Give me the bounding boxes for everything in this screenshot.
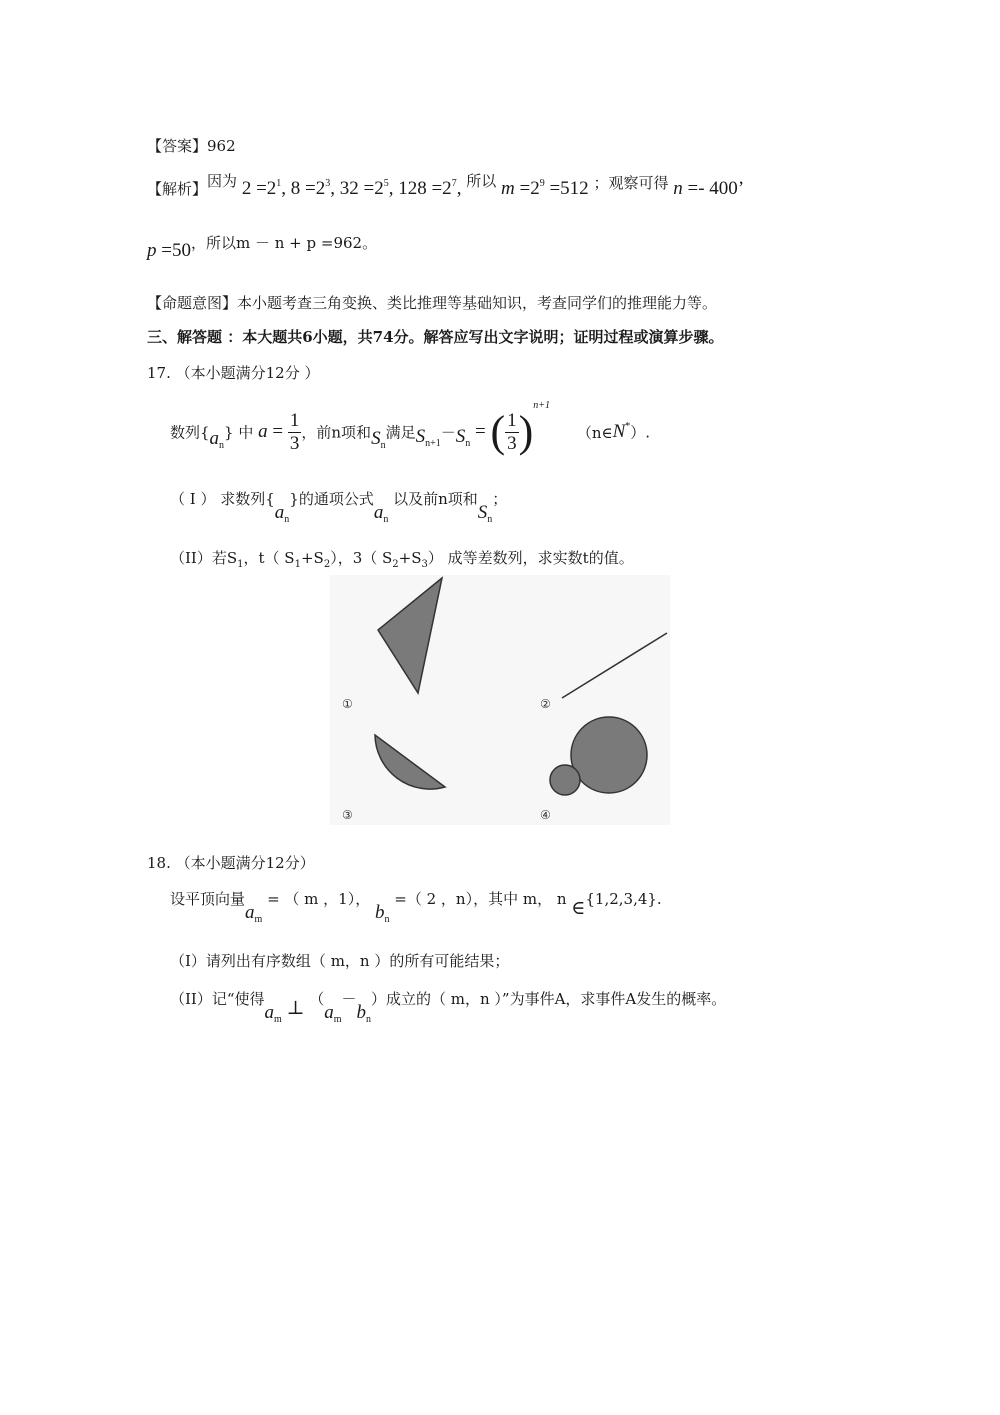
q17-cond: （n∈ — [576, 423, 613, 442]
q17-power-fraction: $\frac{1}{3}$ — [507, 409, 517, 454]
q17-text-d: 满足 — [385, 423, 416, 442]
figure-label-3: ③ — [342, 808, 353, 822]
figure-label-2: ② — [540, 697, 551, 711]
q17-statement — [170, 400, 650, 462]
q17-a-n: $a_n$ — [209, 428, 225, 451]
analysis-line-2 — [147, 232, 377, 262]
analysis-label: 【解析】 — [147, 180, 208, 198]
small-circle-shape — [550, 765, 580, 795]
q18-text-a: 设平顶向量 — [170, 890, 246, 908]
q17-part2: （II）若$S_1$，t（ $S_1+S_2$），3（ $S_2+S_3$） 成等差数列，求实数t的值。 — [170, 549, 634, 570]
answer-value: 962 — [207, 137, 236, 155]
q18-perp: ⊥ — [281, 998, 310, 1019]
q17-S-n: $S_n$ — [371, 428, 386, 451]
q17-power-exp: n+1 — [533, 400, 551, 411]
q18-p2-minus: － — [341, 990, 357, 1008]
q17-fraction-one-third: $\frac{1}{3}$ — [289, 409, 300, 454]
q18-p2-open: （ — [309, 990, 325, 1008]
figure-label-4: ④ — [540, 808, 551, 822]
eq-power-3: , $32 =2^5$ — [330, 178, 389, 199]
intent-text: 本小题考查三角变换、类比推理等基础知识，考查同学们的推理能力等。 — [237, 294, 718, 312]
q18-text-c: =（ 2 ，n），其中 m， n — [389, 890, 567, 908]
q17-N-star: N* — [612, 421, 631, 442]
q17-text-b: } 中 — [224, 423, 254, 442]
shapes-figure — [330, 575, 670, 825]
q17-S-n1: $S_{n+1}$ — [415, 426, 441, 449]
p-tail: ， — [190, 234, 206, 252]
eq-power-2: , $8 =2^3$ — [281, 178, 331, 199]
q18-header: 18. （本小题满分12分） — [147, 854, 315, 872]
q17-part1-an2: $a_n$ — [373, 502, 389, 525]
q18-set: {1,2,3,4}. — [585, 890, 662, 908]
q17-a1: a = — [258, 421, 284, 442]
eq-power-1: $2 =2^1$ — [241, 178, 282, 199]
q17-text-c: ，前n项和 — [301, 423, 372, 442]
q18-p2-bn: $b_n$ — [356, 1002, 371, 1025]
so-text: 所以 — [466, 172, 497, 190]
p-equation: p =50 — [147, 240, 191, 261]
intent-line — [147, 292, 717, 313]
q18-part1: （I）请列出有序数组（ m，n ）的所有可能结果； — [170, 952, 510, 970]
large-circle-shape — [571, 717, 647, 793]
q17-paren-open: ( — [490, 407, 506, 456]
q17-S-n2: $S_n$ — [455, 426, 471, 449]
q18-p2-am: $a_m$ — [264, 1002, 282, 1025]
answer-label: 【答案】 — [147, 137, 208, 155]
eq-power-4: , $128 =2^7$, — [388, 178, 462, 199]
q17-part1-a: （ Ⅰ ） 求数列{ — [170, 490, 275, 508]
q17-eq: = — [470, 421, 486, 442]
q18-p2-am2: $a_m$ — [324, 1002, 342, 1025]
intent-label: 【命题意图】 — [147, 294, 238, 312]
q17-part1 — [170, 488, 507, 525]
figure-label-1: ① — [342, 697, 353, 711]
conclusion-text: 所以m － n + p =962。 — [205, 234, 378, 252]
q18-b-n: $b_n$ — [375, 902, 390, 925]
q17-part1-Sn: $S_n$ — [477, 502, 493, 525]
q17-part1-b: }的通项公式 — [289, 490, 374, 508]
q18-text-b: = （ m ，1）， — [262, 890, 371, 908]
q17-part1-d: ； — [492, 490, 508, 508]
q17-cond-end: ）. — [630, 423, 651, 442]
section-three-heading: 三、解答题 ：本大题共6小题，共74分。解答应写出文字说明；证明过程或演算步骤。 — [147, 328, 724, 346]
because-text: 因为 — [207, 172, 238, 190]
q18-statement — [170, 888, 662, 925]
q17-paren-close: ) — [518, 407, 534, 456]
observe-text: ；观察可得 — [593, 174, 669, 192]
analysis-line — [147, 170, 744, 200]
q18-a-m: $a_m$ — [245, 902, 263, 925]
q18-element-of: ∈ — [571, 898, 586, 919]
q17-part1-an: $a_n$ — [274, 502, 290, 525]
q17-part1-c: 以及前n项和 — [393, 490, 478, 508]
q17-header: 17. （本小题满分12分 ） — [147, 364, 320, 382]
answer-line — [147, 135, 236, 156]
shapes-svg — [330, 575, 670, 825]
q18-part2: （II）记“使得$a_m$ ⊥ $(a_m-b_n)$成立的（ m，n ）”为事件A，求事件A发生的概率。 — [170, 990, 727, 1025]
q17-minus: － — [440, 423, 456, 442]
q17-text-a: 数列{ — [170, 423, 210, 442]
n-equation: n =- 400’ — [673, 178, 745, 199]
m-equation: $m =2^9 =512$ — [501, 178, 589, 199]
